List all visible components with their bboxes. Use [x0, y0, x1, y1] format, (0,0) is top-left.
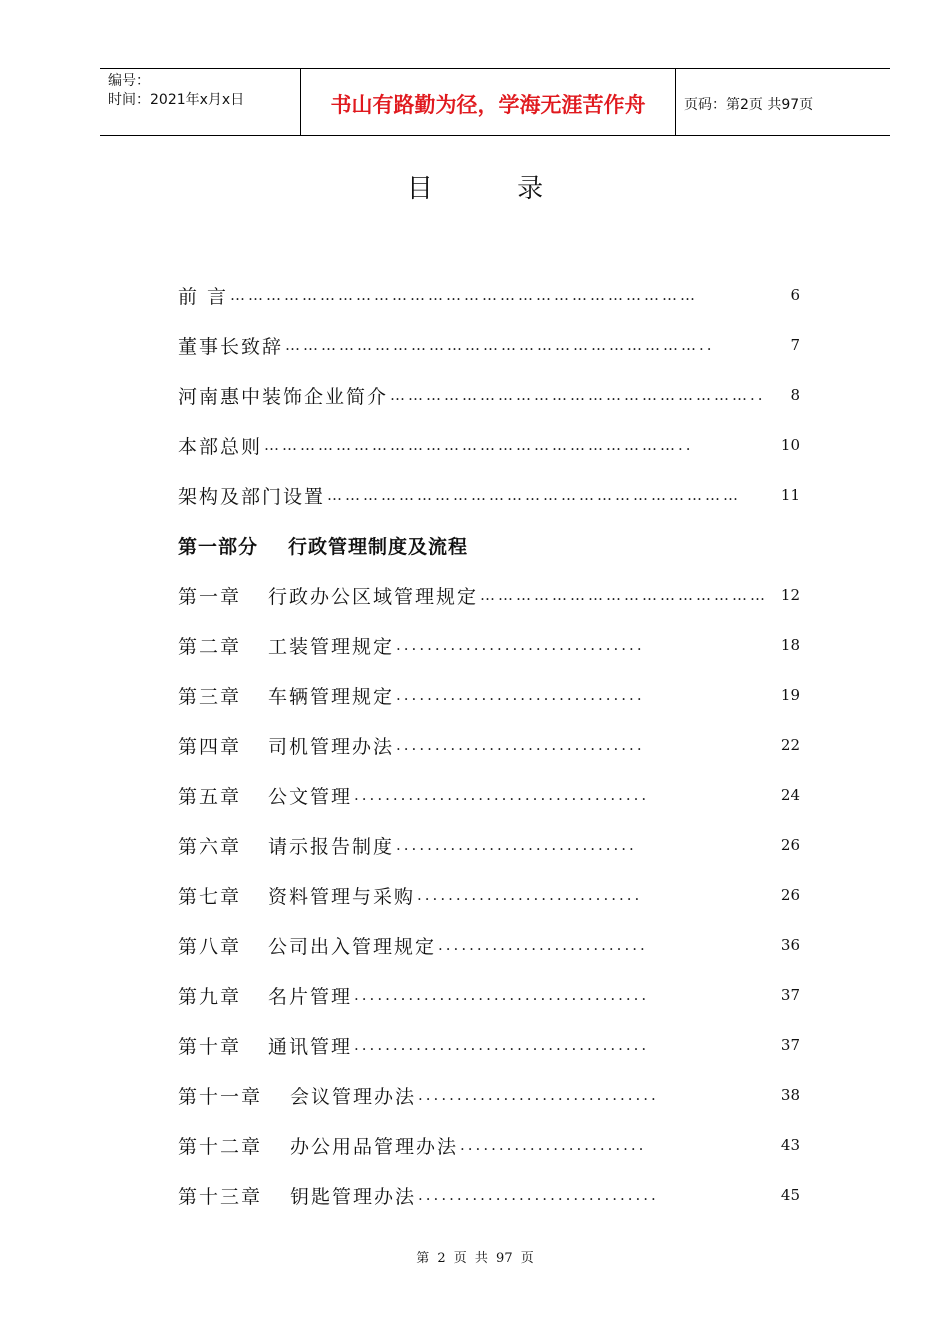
toc-page-number: 37: [780, 986, 800, 1004]
toc-row[interactable]: [178, 920, 800, 970]
toc-label: [178, 882, 415, 909]
toc-row[interactable]: [178, 270, 800, 320]
toc-chapter-title: 名片管理: [268, 985, 353, 1008]
toc-row[interactable]: [178, 820, 800, 870]
toc-label: [178, 832, 394, 859]
toc-page-number: 6: [790, 286, 800, 304]
toc-page-number: 19: [780, 686, 800, 704]
toc-chapter-number: 第四章: [178, 735, 242, 758]
toc-row[interactable]: [178, 470, 800, 520]
toc-page-number: 11: [780, 486, 800, 504]
toc-page-number: 8: [790, 386, 800, 404]
toc-chapter-number: 第七章: [178, 885, 242, 908]
toc-chapter-number: 第十章: [178, 1035, 242, 1058]
toc-leader-dots: ……………………………………………………………………: [230, 286, 699, 304]
toc-leader-dots: ……………………………………………………………..: [285, 336, 715, 354]
toc-row[interactable]: [178, 420, 800, 470]
toc-label: [178, 1182, 416, 1209]
toc-page-number: 18: [780, 636, 800, 654]
toc-leader-dots: ................................: [396, 636, 645, 654]
toc-leader-dots: ……………………………………………………………: [327, 486, 742, 504]
toc-chapter-number: 第三章: [178, 685, 242, 708]
toc-page-number: 7: [790, 336, 800, 354]
toc-leader-dots: ......................................: [354, 986, 650, 1004]
toc-chapter-number: 第十二章: [178, 1135, 263, 1158]
toc-label: 架构及部门设置: [178, 485, 326, 508]
toc-chapter-title: 公文管理: [268, 785, 353, 808]
toc-leader-dots: ……………………………………………………..: [390, 386, 766, 404]
header-motto: 书山有路勤为径，学海无涯苦作舟: [301, 69, 676, 135]
toc-label: [178, 1132, 458, 1159]
toc-leader-dots: ................................: [396, 736, 645, 754]
toc-chapter-title: 车辆管理规定: [268, 685, 395, 708]
toc-leader-dots: ...............................: [418, 1186, 659, 1204]
toc-label: 本部总则: [178, 435, 263, 458]
toc-page-number: 24: [780, 786, 800, 804]
toc-leader-dots: ................................: [396, 686, 645, 704]
toc-page-number: 45: [780, 1186, 800, 1204]
toc-chapter-title: 行政办公区域管理规定: [268, 585, 479, 608]
toc-label: 河南惠中装饰企业简介: [178, 385, 389, 408]
toc-chapter-title: 公司出入管理规定: [268, 935, 437, 958]
page-title: 目 录: [406, 174, 582, 204]
toc-leader-dots: .............................: [417, 886, 643, 904]
toc-row[interactable]: [178, 1120, 800, 1170]
toc-leader-dots: ......................................: [354, 786, 650, 804]
toc-page-number: 36: [780, 936, 800, 954]
toc-chapter-title: 工装管理规定: [268, 635, 395, 658]
toc-leader-dots: ……………………………………………………………..: [264, 436, 694, 454]
toc-label: [178, 732, 394, 759]
toc-chapter-number: 第八章: [178, 935, 242, 958]
toc-leader-dots: ...............................: [418, 1086, 659, 1104]
toc-page-number: 12: [780, 586, 800, 604]
toc-chapter-number: 第一部分: [178, 535, 259, 558]
toc-chapter-title: 司机管理办法: [268, 735, 395, 758]
toc-row[interactable]: [178, 1070, 800, 1120]
toc-row[interactable]: [178, 620, 800, 670]
toc-page-number: 26: [780, 886, 800, 904]
toc-leader-dots: ...............................: [396, 836, 637, 854]
toc-page-number: 38: [780, 1086, 800, 1104]
toc-row[interactable]: [178, 1020, 800, 1070]
toc-row[interactable]: [178, 720, 800, 770]
toc-page-number: 10: [780, 436, 800, 454]
toc-row[interactable]: [178, 870, 800, 920]
toc-leader-dots: …………………………………………: [480, 586, 769, 604]
page-header: [100, 68, 890, 136]
toc-chapter-title: 请示报告制度: [268, 835, 395, 858]
toc-leader-dots: ........................: [460, 1136, 647, 1154]
toc-row[interactable]: [178, 520, 800, 570]
toc-chapter-title: 通讯管理: [268, 1035, 353, 1058]
toc-row[interactable]: [178, 320, 800, 370]
toc-label: 前 言: [178, 285, 229, 308]
serial-label: 编号：: [108, 73, 150, 89]
toc-label: [178, 582, 478, 609]
toc-label: 董事长致辞: [178, 335, 284, 358]
header-page-info: 页码：第2页 共97页: [684, 97, 814, 113]
toc-chapter-title: 钥匙管理办法: [290, 1185, 417, 1208]
toc-leader-dots: ...........................: [438, 936, 648, 954]
toc-chapter-number: 第十三章: [178, 1185, 263, 1208]
toc-chapter-title: 会议管理办法: [290, 1085, 417, 1108]
toc-chapter-number: 第六章: [178, 835, 242, 858]
toc-label: [178, 682, 394, 709]
date-label: 时间：2021年x月x日: [108, 92, 245, 108]
toc-page-number: 43: [780, 1136, 800, 1154]
toc-row[interactable]: [178, 370, 800, 420]
toc-row[interactable]: [178, 570, 800, 620]
toc-label: [178, 932, 436, 959]
toc-chapter-number: 第九章: [178, 985, 242, 1008]
toc-label: [178, 532, 468, 559]
toc-chapter-number: 第二章: [178, 635, 242, 658]
toc-page-number: 22: [780, 736, 800, 754]
toc-row[interactable]: [178, 970, 800, 1020]
table-of-contents: [178, 270, 800, 1220]
toc-label: [178, 982, 352, 1009]
toc-chapter-number: 第十一章: [178, 1085, 263, 1108]
toc-chapter-title: 资料管理与采购: [268, 885, 416, 908]
toc-chapter-title: 办公用品管理办法: [290, 1135, 459, 1158]
toc-row[interactable]: [178, 1170, 800, 1220]
toc-chapter-title: 行政管理制度及流程: [288, 535, 469, 558]
toc-chapter-number: 第一章: [178, 585, 242, 608]
toc-label: [178, 1032, 352, 1059]
page-footer: 第 2 页 共 97 页: [416, 1251, 534, 1266]
toc-row[interactable]: [178, 770, 800, 820]
header-meta: [100, 69, 301, 135]
toc-row[interactable]: [178, 670, 800, 720]
toc-leader-dots: ......................................: [354, 1036, 650, 1054]
toc-label: [178, 782, 352, 809]
toc-chapter-number: 第五章: [178, 785, 242, 808]
toc-label: [178, 1082, 416, 1109]
toc-label: [178, 632, 394, 659]
toc-page-number: 37: [780, 1036, 800, 1054]
toc-page-number: 26: [780, 836, 800, 854]
